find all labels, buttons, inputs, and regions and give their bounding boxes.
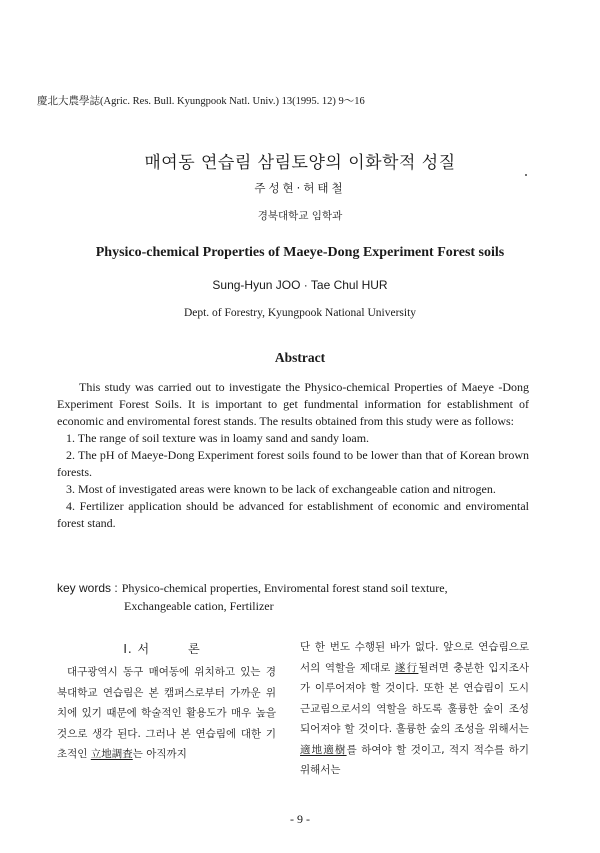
abstract-heading: Abstract (274, 350, 326, 365)
abstract-item: 3. Most of investigated areas were known to be lack of exchangeable cation and nitrogen. (66, 482, 496, 496)
right-column-text (300, 637, 529, 781)
keywords-line-1: Physico-chemical properties, Enviromental forest stand soil texture, (121, 581, 448, 595)
page-number: - 9 - (290, 812, 310, 826)
keywords-line-2: Exchangeable cation, Fertilizer (124, 599, 274, 613)
keywords-label: key words : (57, 581, 118, 595)
korean-title: 매여동 연습림 삼림토양의 이화학적 성질 (144, 153, 456, 173)
section-title-end: 론 (188, 642, 201, 656)
abstract-item: 4. Fertilizer application should be advanced for establishment of economic and enviromental forest stand. (57, 499, 529, 530)
left-text-before: 대구광역시 동구 매여동에 위치하고 있는 경북대학교 연습림은 본 캠퍼스로부터 가까운 위치에 있기 때문에 학술적인 활용도가 매우 높을 것으로 생각 된다. 그러나 본 연습림에 대한 기초적인 (57, 666, 276, 760)
journal-citation-header: 慶北大農學誌(Agric. Res. Bull. Kyungpook Natl. Univ.) 13(1995. 12) 9～16 (37, 96, 365, 107)
abstract-item: 2. The pH of Maeye-Dong Experiment forest soils found to be lower than that of Korean brown forests. (57, 448, 529, 479)
right-text-3: 를 하여야 할 것이고, 적지 적수를 하기 위해서는 (300, 743, 529, 776)
left-text-underlined: 立地調査 (90, 748, 133, 760)
left-column-text (57, 662, 276, 765)
scan-speck (525, 174, 527, 176)
korean-authors: 주성현·허태철 (254, 181, 346, 195)
left-text-after: 는 아직까지 (132, 748, 187, 760)
right-text-2: 될려면 충분한 입지조사가 이루어져야 할 것이다. 또한 본 연습림이 도시 근교림으로서의 역할을 하도록 훌륭한 숲이 조성되어져야 할 것이다. 훌륭한 숲의 조성을 위해서는 (300, 661, 530, 735)
korean-affiliation: 경북대학교 임학과 (257, 210, 343, 222)
english-affiliation: Dept. of Forestry, Kyungpook National University (183, 307, 417, 319)
english-title: Physico-chemical Properties of Maeye-Dong Experiment Forest soils (95, 245, 505, 260)
abstract-body (57, 379, 529, 532)
english-authors: Sung-Hyun JOO · Tae Chul HUR (212, 278, 388, 292)
right-text-2-underlined: 適地適樹 (300, 743, 347, 756)
abstract-item: 1. The range of soil texture was in loamy sand and sandy loam. (66, 431, 370, 445)
section-number: I. 서 (123, 642, 151, 656)
keywords-block (57, 579, 537, 615)
right-text-1-underlined: 遂行 (394, 661, 419, 674)
section-heading-introduction (57, 640, 267, 657)
right-text-1: 단 한 번도 수행된 바가 없다. 앞으로 연습림으로서의 역할을 제대로 (300, 641, 529, 674)
abstract-intro: This study was carried out to investigate the Physico-chemical Properties of Maeye -Dong Experiment Forest Soils. It is important to get fundmental information for establishment of economic and enviromental forest stands. The results obtained from this study were as follows: (57, 380, 529, 428)
